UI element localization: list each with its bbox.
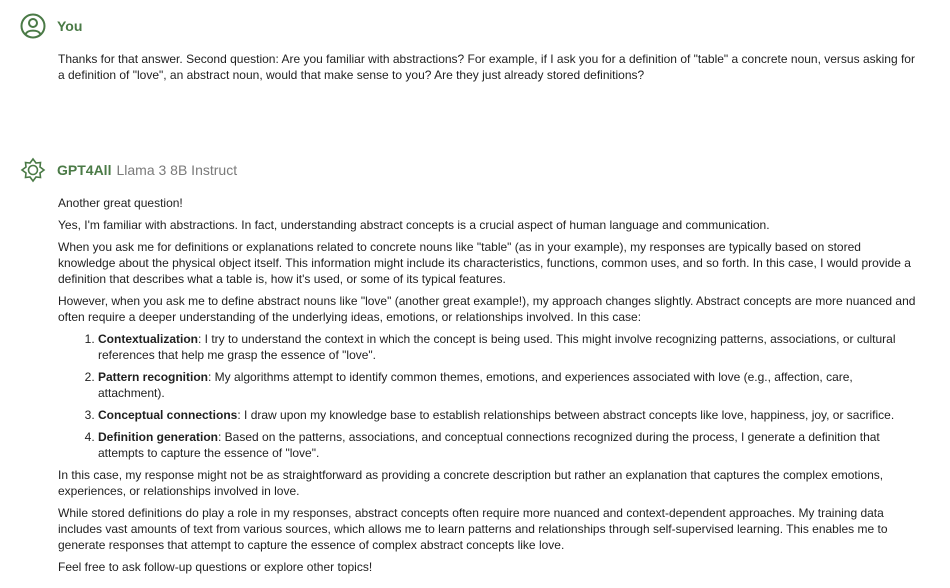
assistant-paragraph: While stored definitions do play a role in my responses, abstract concepts often require more nuanced and context-dependent approaches. My training data includes vast amounts of text from various sources, which allows me to learn patterns and relationships through self-supervised learning. This enables me to generate responses that attempt to capture the essence of complex abstract concepts like love. (58, 506, 888, 552)
list-item-text: : Based on the patterns, associations, and conceptual connections recognized during the process, I generate a definition that attempts to capture the essence of "love". (98, 430, 880, 460)
user-avatar-icon (20, 13, 46, 39)
list-item (98, 331, 918, 363)
assistant-sender-name: GPT4All (57, 162, 112, 178)
assistant-paragraph: Yes, I'm familiar with abstractions. In fact, understanding abstract concepts is a crucial aspect of human language and communication. (58, 218, 770, 232)
list-item-text: : I try to understand the context in which the concept is being used. This might involve recognizing patterns, associations, or cultural references that help me grasp the essence of "love". (98, 332, 896, 362)
list-item (98, 369, 918, 401)
assistant-paragraph: When you ask me for definitions or explanations related to concrete nouns like "table" (as in your example), my responses are typically based on stored knowledge about the physical object itself. This information might include its characteristics, functions, common uses, and so forth. In this case, I would provide a definition that describes what a table is, how it's used, or some of its typical features. (58, 240, 911, 286)
user-header (20, 13, 82, 39)
gpt4all-logo-icon (20, 157, 46, 183)
assistant-header (20, 157, 237, 183)
assistant-paragraph: However, when you ask me to define abstract nouns like "love" (another great example!), my approach changes slightly. Abstract concepts are more nuanced and often require a deeper understanding of the underlying ideas, emotions, or relationships involved. In this case: (58, 294, 916, 324)
user-sender-name: You (57, 18, 83, 34)
list-item (98, 407, 918, 423)
assistant-paragraph: Feel free to ask follow-up questions or explore other topics! (58, 560, 373, 574)
list-item-term: Definition generation (98, 430, 218, 444)
assistant-paragraph: In this case, my response might not be as straightforward as providing a concrete description but rather an explanation that captures the complex emotions, experiences, or relationships involved in love. (58, 468, 884, 498)
assistant-message-body (58, 195, 918, 581)
assistant-model-name: Llama 3 8B Instruct (116, 162, 238, 178)
list-item-text: : I draw upon my knowledge base to establish relationships between abstract concepts like love, happiness, joy, or sacrifice. (237, 408, 895, 422)
user-message-text-block (58, 51, 918, 89)
user-message-text: Thanks for that answer. Second question: Are you familiar with abstractions? For example, if I ask you for a definition of "table" a concrete noun, versus asking for a definition of "love", an abstract noun, would that make sense to you? Are they just already stored definitions? (58, 52, 915, 82)
assistant-paragraph: Another great question! (58, 196, 183, 210)
list-item-text: : My algorithms attempt to identify common themes, emotions, and experiences associated with love (e.g., affection, care, attachment). (98, 370, 853, 400)
list-item-term: Pattern recognition (98, 370, 209, 384)
list-item-term: Conceptual connections (98, 408, 238, 422)
assistant-numbered-list (58, 331, 918, 461)
list-item (98, 429, 918, 461)
list-item-term: Contextualization (98, 332, 199, 346)
